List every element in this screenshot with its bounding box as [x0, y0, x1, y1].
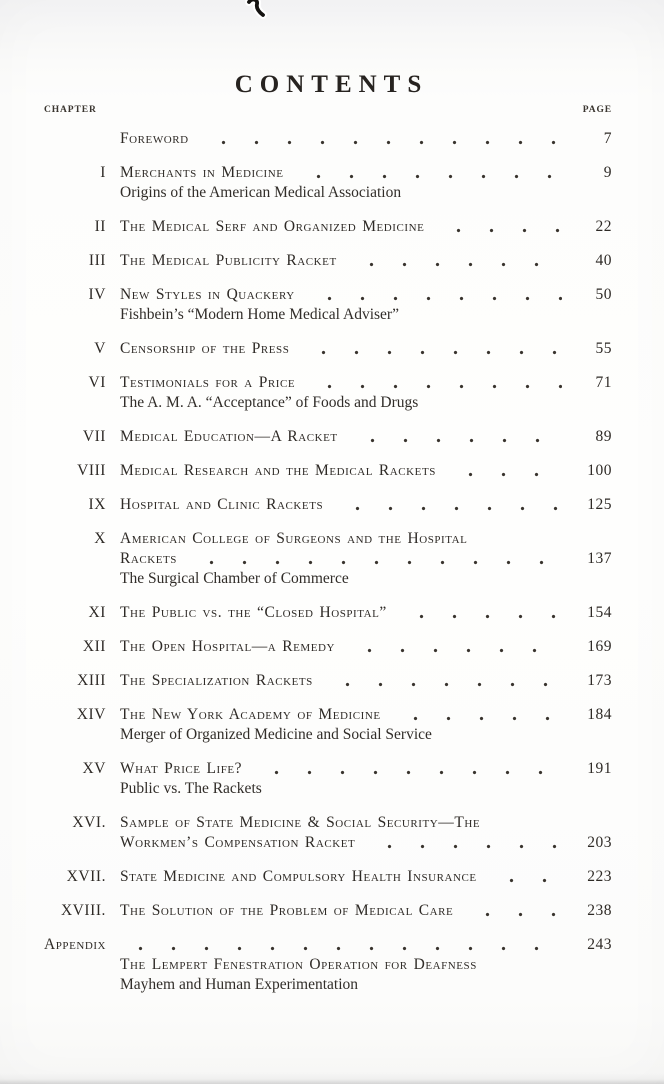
- toc-entry: [44, 339, 612, 359]
- dot-leader: [321, 671, 562, 691]
- entry-body: [120, 427, 612, 447]
- toc-entry: [44, 461, 612, 481]
- page-number: 100: [587, 462, 612, 479]
- entry-body: [120, 529, 612, 589]
- entry-line: [120, 603, 612, 623]
- entry-body: [120, 339, 612, 359]
- chapter-title: Merchants in Medicine: [120, 164, 284, 181]
- chapter-subtitle: Mayhem and Human Experimentation: [120, 976, 359, 993]
- page-bottom-shadow: [0, 1079, 664, 1084]
- dot-leader: [345, 251, 562, 271]
- chapter-numeral: XIII: [77, 672, 106, 689]
- entry-line: [120, 901, 612, 921]
- page-number: 7: [603, 130, 612, 147]
- entry-body: [120, 901, 612, 921]
- chapter-title: The New York Academy of Medicine: [120, 706, 381, 723]
- chapter-title: The Solution of the Problem of Medical Care: [120, 902, 454, 919]
- page-number: 50: [595, 286, 612, 303]
- entry-line: [120, 163, 612, 183]
- chapter-title: Workmen’s Compensation Racket: [120, 834, 356, 851]
- entry-line: [120, 217, 612, 237]
- chapter-title: Hospital and Clinic Rackets: [120, 496, 324, 513]
- dot-leader: [485, 867, 562, 887]
- entry-body: [120, 163, 612, 203]
- chapter-title: State Medicine and Compulsory Health Insurance: [120, 868, 477, 885]
- page-number: 22: [595, 218, 612, 235]
- chapter-numeral: X: [94, 530, 106, 547]
- entry-line: [120, 705, 612, 725]
- dot-leader: [292, 163, 562, 183]
- chapter-subtitle: Merger of Organized Medicine and Social Service: [120, 726, 432, 743]
- chapter-title-line: American College of Surgeons and the Hospital: [120, 530, 468, 547]
- chapter-title: The Medical Publicity Racket: [120, 252, 337, 269]
- chapter-numeral: II: [94, 218, 106, 235]
- chapter-numeral: I: [100, 164, 106, 181]
- chapter-numeral: XVII.: [66, 868, 106, 885]
- entry-body: [120, 637, 612, 657]
- entry-line: [120, 285, 612, 305]
- page-number: 137: [587, 550, 612, 567]
- dot-leader: [346, 427, 562, 447]
- page-number: 238: [587, 902, 612, 919]
- page-number: 203: [587, 834, 612, 851]
- entry-body: [120, 705, 612, 745]
- dot-leader: [444, 461, 562, 481]
- chapter-title: Censorship of the Press: [120, 340, 290, 357]
- entry-line: [120, 373, 612, 393]
- entry-line: [120, 637, 612, 657]
- entry-body: [120, 867, 612, 887]
- page-number: 154: [587, 604, 612, 621]
- chapter-title: New Styles in Quackery: [120, 286, 295, 303]
- toc-entry: [44, 217, 612, 237]
- page-number: 125: [587, 496, 612, 513]
- page-number: 184: [587, 706, 612, 723]
- entry-line: [120, 867, 612, 887]
- ink-mark: [242, 0, 276, 20]
- entry-body: [120, 251, 612, 271]
- page-number: 40: [595, 252, 612, 269]
- entry-line: [120, 251, 612, 271]
- toc-entry: [44, 163, 612, 203]
- chapter-title: Testimonials for a Price: [120, 374, 296, 391]
- toc-entry: [44, 129, 612, 149]
- dot-leader: [389, 705, 562, 725]
- dot-leader: [395, 603, 562, 623]
- chapter-subtitle: The Lempert Fenestration Operation for Deafness: [120, 956, 477, 973]
- page-number: 223: [587, 868, 612, 885]
- chapter-numeral: XVIII.: [60, 902, 106, 919]
- chapter-numeral: V: [94, 340, 106, 357]
- chapter-subtitle: Fishbein’s “Modern Home Medical Adviser”: [120, 306, 399, 323]
- toc-entry: [44, 251, 612, 271]
- toc-entry: [44, 285, 612, 325]
- chapter-title: The Public vs. the “Closed Hospital”: [120, 604, 387, 621]
- entry-line: [120, 833, 612, 853]
- toc-entry: [44, 529, 612, 589]
- toc-entries: [44, 129, 612, 995]
- page-number: 243: [587, 936, 612, 953]
- page-number: 169: [587, 638, 612, 655]
- chapter-numeral: XIV: [76, 706, 106, 723]
- chapter-title: Rackets: [120, 550, 177, 567]
- chapter-numeral: IX: [88, 496, 106, 513]
- toc-entry: [44, 867, 612, 887]
- toc-entry: [44, 759, 612, 799]
- dot-leader: [297, 339, 562, 359]
- entry-line: [120, 495, 612, 515]
- entry-line: [120, 759, 612, 779]
- chapter-subtitle: Public vs. The Rackets: [120, 780, 262, 797]
- entry-line: [120, 427, 612, 447]
- dot-leader: [197, 129, 562, 149]
- page-number: 89: [595, 428, 612, 445]
- dot-leader: [114, 935, 562, 955]
- entry-body: [120, 285, 612, 325]
- entry-line: [120, 339, 612, 359]
- chapter-numeral: IV: [88, 286, 106, 303]
- chapter-numeral: XII: [82, 638, 106, 655]
- entry-body: [120, 373, 612, 413]
- column-labels: [44, 104, 612, 116]
- chapter-numeral: VII: [82, 428, 106, 445]
- entry-line: [120, 129, 612, 149]
- dot-leader: [303, 285, 562, 305]
- chapter-numeral: VI: [88, 374, 106, 391]
- chapter-subtitle: The Surgical Chamber of Commerce: [120, 570, 349, 587]
- toc-entry: [44, 935, 612, 995]
- entry-line: [120, 549, 612, 569]
- chapter-title: Medical Education—A Racket: [120, 428, 338, 445]
- page-number: 191: [587, 760, 612, 777]
- chapter-numeral: [44, 129, 106, 149]
- toc-entry: [44, 603, 612, 623]
- entry-line: [44, 935, 612, 955]
- dot-leader: [343, 637, 562, 657]
- dot-leader: [363, 833, 562, 853]
- dot-leader: [250, 759, 562, 779]
- toc-entry: [44, 427, 612, 447]
- entry-line: [120, 671, 612, 691]
- entry-body: [120, 129, 612, 149]
- entry-body: [120, 461, 612, 481]
- chapter-numeral: XVI.: [72, 814, 106, 831]
- dot-leader: [432, 217, 562, 237]
- chapter-title: The Medical Serf and Organized Medicine: [120, 218, 425, 235]
- toc-entry: [44, 901, 612, 921]
- dot-leader: [331, 495, 562, 515]
- dot-leader: [303, 373, 562, 393]
- chapter-title: The Open Hospital—a Remedy: [120, 638, 335, 655]
- chapter-title: The Specialization Rackets: [120, 672, 313, 689]
- page-number: 55: [595, 340, 612, 357]
- entry-line: [120, 461, 612, 481]
- page-number: 9: [603, 164, 612, 181]
- entry-body: [120, 603, 612, 623]
- toc-entry: [44, 495, 612, 515]
- chapter-title: What Price Life?: [120, 760, 243, 777]
- chapter-numeral: XI: [88, 604, 106, 621]
- chapter-numeral: VIII: [77, 462, 106, 479]
- entry-body: [120, 217, 612, 237]
- toc-entry: [44, 373, 612, 413]
- dot-leader: [185, 549, 562, 569]
- dot-leader: [461, 901, 562, 921]
- table-of-contents: [44, 72, 612, 1009]
- page-column-label: PAGE: [582, 105, 612, 115]
- chapter-subtitle: The A. M. A. “Acceptance” of Foods and Drugs: [120, 394, 419, 411]
- chapter-title-line: Sample of State Medicine & Social Security—The: [120, 814, 481, 831]
- chapter-title: Medical Research and the Medical Rackets: [120, 462, 436, 479]
- entry-body: [120, 813, 612, 853]
- toc-entry: [44, 813, 612, 853]
- page-number: 173: [587, 672, 612, 689]
- toc-entry: [44, 705, 612, 745]
- toc-entry: [44, 671, 612, 691]
- entry-body: [120, 759, 612, 799]
- page-number: 71: [595, 374, 612, 391]
- chapter-subtitle: Origins of the American Medical Association: [120, 184, 402, 201]
- chapter-column-label: CHAPTER: [44, 105, 97, 115]
- chapter-numeral: XV: [82, 760, 106, 777]
- chapter-title: Appendix: [44, 936, 107, 953]
- toc-entry: [44, 637, 612, 657]
- chapter-numeral: III: [88, 252, 106, 269]
- entry-body: [120, 495, 612, 515]
- chapter-title: Foreword: [120, 130, 189, 147]
- entry-body: [44, 935, 612, 995]
- entry-body: [120, 671, 612, 691]
- page-title: CONTENTS: [234, 71, 429, 98]
